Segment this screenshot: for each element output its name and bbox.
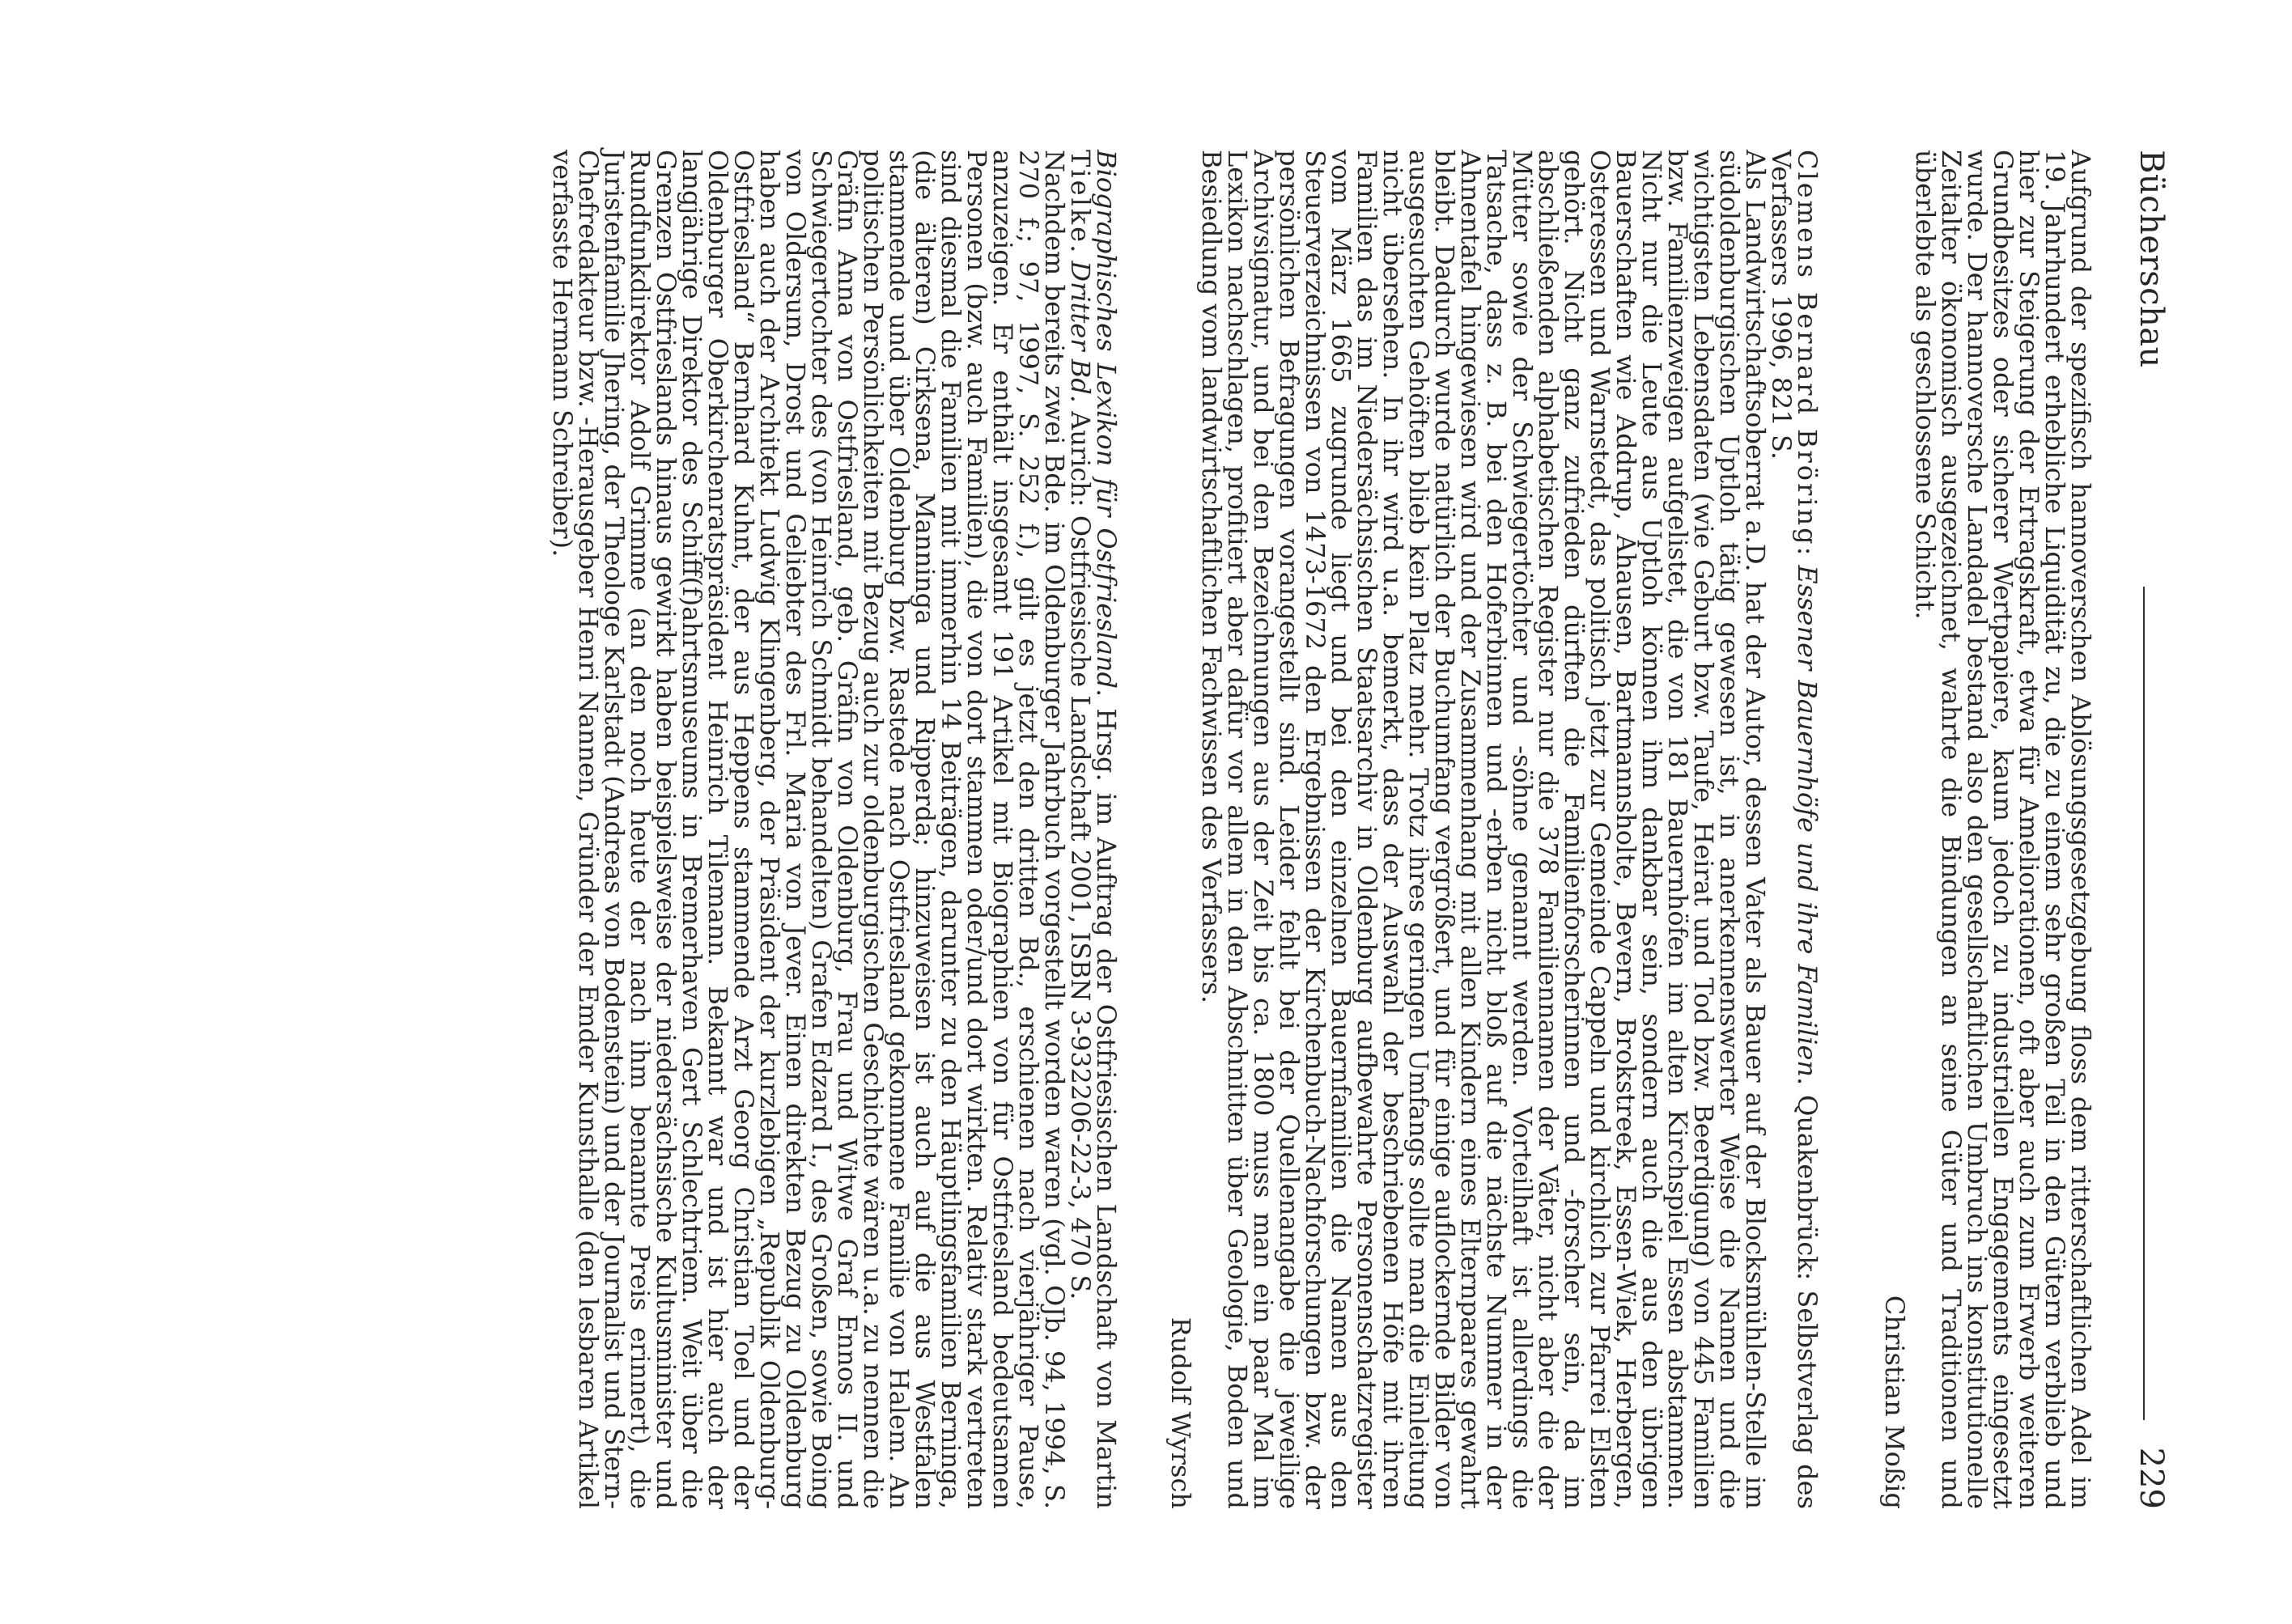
page-header: [2104, 150, 2169, 1509]
review-paragraph-2: Als Landwirtschaftsoberrat a.D. hat der Autor, dessen Vater als Bauer auf der Blocksmühlen-Stelle im südoldenburgischen Uptloh tätig gewesen ist, in anerkennenswerter Weise die Namen und die wichtigsten Lebensdaten (wie Geburt bzw. Taufe, Heirat und Tod bzw. Beerdigung) von 445 Familien bzw. Familienzweigen aufgelistet, die von 181 Bauernhöfen im alten Kirchspiel Essen abstammen. Nicht nur die Leute aus Uptloh können ihm dankbar sein, sondern auch die aus den übrigen Bauerschaften wie Addrup, Ahausen, Bartmannsholte, Bevern, Brokstreek, Essen-Wiek, Herbergen, Osteressen und Warnstedt, das politisch jetzt zur Gemeinde Cappeln und kirchlich zur Pfarrei Elsten gehört. Nicht ganz zufrieden dürften die Familienforscherinnen und -forscher sein, da im abschließenden alphabetischen Register nur die 378 Familiennamen der Väter, nicht aber die der Mütter sowie der Schwiegertöchter und -söhne genannt werden. Vorteilhaft ist allerdings die Tatsache, dass z. B. bei den Hoferbinnen und -erben nicht bloß auf die nächste Nummer in der Ahnentafel hingewiesen wird und der Zusammenhang mit allen Kindern eines Elternpaares gewahrt bleibt. Dadurch wurde natürlich der Buchumfang vergrößert, und für einige auflockernde Bilder von ausgesuchten Gehöften blieb kein Platz mehr. Trotz ihres geringen Umfangs sollte man die Einleitung nicht übersehen. In ihr wird u.a. bemerkt, dass der Auswahl der beschriebenen Höfe mit ihren Familien das im Niedersächsischen Staatsarchiv in Oldenburg aufbewahrte Personenschatzregister vom März 1665 zugrunde liegt und bei den einzelnen Bauernfamilien die Namen aus den Steuerverzeichnissen von 1473-1672 den Ergebnissen der Kirchenbuch-Nachforschungen bzw. der persönlichen Befragungen vorangestellt sind. Leider fehlt bei der Quellenangabe die jeweilige Archivsignatur, und bei den Bezeichnungen aus der Zeit bis ca. 1800 muss man ein paar Mal im Lexikon nachschlagen, profitiert aber dafür vor allem in den Abschnitten über Geologie, Boden und Besiedlung vom landwirtschaftlichen Fachwissen des Verfassers.: [1196, 150, 1771, 1509]
reviewer-signature-2: Rudolf Wyrsch: [1165, 1317, 1196, 1509]
page-number: 229: [2133, 1447, 2170, 1509]
book-reference-3: Biographisches Lexikon für Ostfriesland. Hrsg. im Auftrag der Ostfriesischen Landschaft von Martin Tielke. Dritter Bd. Aurich: Ostfriesische Landschaft 2001, ISBN 3-932206-22-3, 470 S.: [1065, 150, 1122, 1509]
book-editor: Tielke: [1065, 150, 1096, 245]
review-paragraph-1: Aufgrund der spezifisch hannoverschen Ablösungsgesetzgebung floss dem ritterschaftlichen Adel im 19. Jahrhundert erhebliche Liquidität zu, die zu einem sehr großen Teil in den Gütern verblieb und hier zur Steigerung der Ertragskraft, etwa für Ameliorationen, oft aber auch zum Erwerb weiteren Grundbesitzes oder sicherer Wertpapiere, kaum jedoch zu industriellen Engagements eingesetzt wurde. Der hannoversche Landadel bestand also den gesellschaftlichen Umbruch ins konstitutionelle Zeitalter ökonomisch ausgezeichnet, wahrte die Bindungen an seine Güter und Traditionen und überlebte als geschlossene Schicht.: [1910, 150, 2096, 1509]
section-gap: [1820, 150, 1882, 1509]
book-reference-2: Clemens Bernard Bröring: Essener Bauernhöfe und ihre Familien. Quakenbrück: Selbstverlag des Verfassers 1996, 821 S.: [1766, 150, 1823, 1510]
book-publication: . Hrsg. im Auftrag der Ostfriesischen Landschaft von Martin: [1091, 689, 1122, 1509]
header-rule: [2143, 587, 2145, 1420]
reviewer-signature-1: Christian Moßig: [1879, 1295, 1910, 1509]
running-title: Bücherschau: [2133, 150, 2170, 368]
book-author: Clemens Bernard Bröring: [1792, 150, 1823, 547]
book-title: Essener Bauernhöfe und ihre Familien: [1792, 565, 1823, 1078]
review-paragraph-3: Nachdem bereits zwei Bde. im Oldenburger Jahrbuch vorgestellt worden waren (vgl. OJb. 94, 1994, S. 270 f.; 97, 1997, S. 252 f.), gilt es jetzt den dritten Bd., erschienen nach vierjähriger Pause, anzuzeigen. Er enthält insgesamt 191 Artikel mit Biographien von für Ostfriesland bedeutsamen Personen (bzw. auch Familien), die von dort stammen oder/und dort wirkten. Relativ stark vertreten sind diesmal die Familien mit immerhin 14 Beiträgen, darunter zu den Häuptlingsfamilien Berninga, (die älteren) Cirksena, Manninga und Ripperda; hinzuweisen ist auch auf die aus Westfalen stammende und über Oldenburg bzw. Rastede nach Ostfriesland gekommene Familie von Halem. An politischen Persönlichkeiten mit Bezug auch zur oldenburgischen Geschichte wären u.a. zu nennen die Gräfin Anna von Ostfriesland, geb. Gräfin von Oldenburg, Frau und Witwe Graf Ennos II. und Schwiegertochter des (von Heinrich Schmidt behandelten) Grafen Edzard I., des Großen, sowie Boing von Oldersum, Drost und Geliebter des Frl. Maria von Jever. Einen direkten Bezug zu Oldenburg haben auch der Architekt Ludwig Klingenberg, der Präsident der kurzlebigen „Republik Oldenburg-Ostfriesland“ Bernhard Kuhnt, der aus Heppens stammende Arzt Georg Christian Toel und der Oldenburger Oberkirchenratspräsident Heinrich Tilemann. Bekannt war und ist hier auch der langjährige Direktor des Schiff(f)ahrtsmuseums in Bremerhaven Gert Schlechtriem. Weit über die Grenzen Ostfrieslands hinaus gewirkt haben beispielsweise der niedersächsische Kultusminister und Rundfunkdirektor Adolf Grimme (an den noch heute der nach ihm benannte Preis erinnert), die Juristenfamilie Jhering, der Theologe Karlstadt (Andreas von Bodenstein) und der Journalist und Stern-Chefredakteur bzw. -Herausgeber Henri Nannen, Gründer der Emder Kunsthalle (den lesbaren Artikel verfasste Hermann Schreiber).: [547, 150, 1070, 1509]
book-publication: . Quakenbrück: Selbstverlag des Verfassers 1996, 821 S.: [1766, 150, 1823, 1510]
page-body: [547, 150, 2096, 1510]
book-volume: Dritter Bd.: [1065, 261, 1096, 403]
book-publication-details: Aurich: Ostfriesische Landschaft 2001, ISBN 3-932206-22-3, 470 S.: [1065, 402, 1096, 1300]
document-page: [210, 150, 2169, 1509]
section-gap: [1119, 150, 1168, 1509]
book-title: Biographisches Lexikon für Ostfriesland: [1091, 150, 1122, 689]
